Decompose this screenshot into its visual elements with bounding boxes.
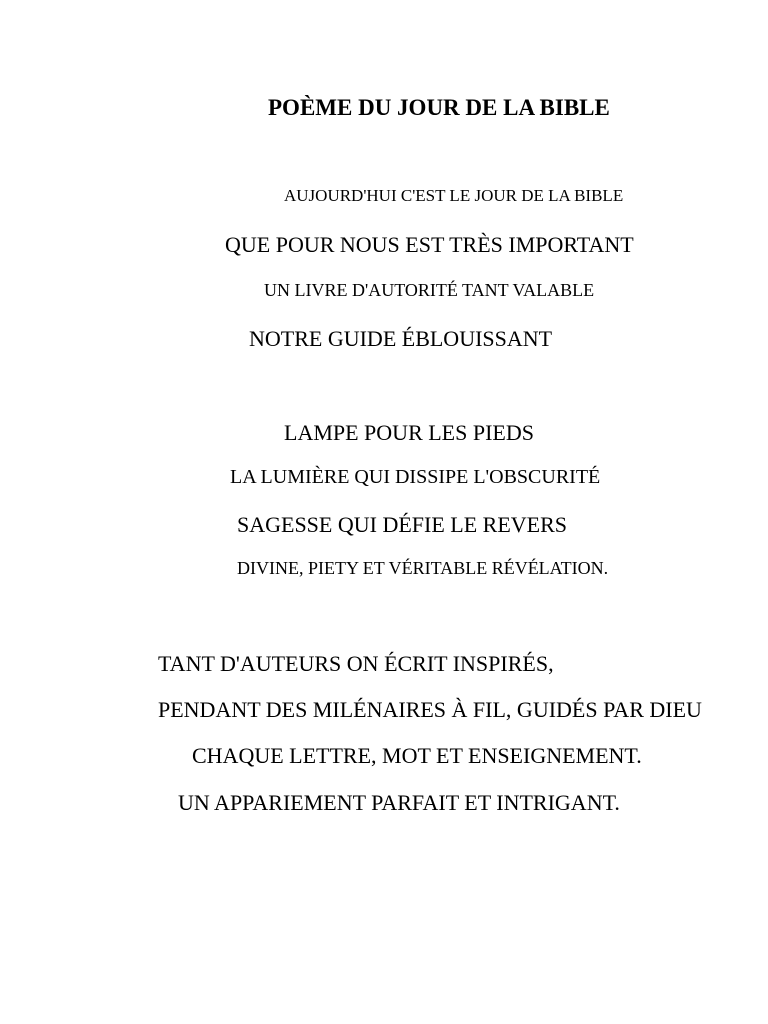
poem-line: LAMPE POUR LES PIEDS xyxy=(284,420,534,445)
poem-line: UN LIVRE D'AUTORITÉ TANT VALABLE xyxy=(264,280,595,300)
poem-line: SAGESSE QUI DÉFIE LE REVERS xyxy=(237,512,568,537)
poem-line: PENDANT DES MILÉNAIRES À FIL, GUIDÉS PAR DIEU xyxy=(158,697,702,722)
poem-title: POÈME DU JOUR DE LA BIBLE xyxy=(268,95,610,120)
poem-line: DIVINE, PIETY ET VÉRITABLE RÉVÉLATION. xyxy=(237,558,609,578)
poem-line: UN APPARIEMENT PARFAIT ET INTRIGANT. xyxy=(178,790,620,815)
poem-line: LA LUMIÈRE QUI DISSIPE L'OBSCURITÉ xyxy=(230,466,601,488)
poem-line: NOTRE GUIDE ÉBLOUISSANT xyxy=(249,326,553,351)
poem-line: TANT D'AUTEURS ON ÉCRIT INSPIRÉS, xyxy=(158,651,554,676)
poem-line: QUE POUR NOUS EST TRÈS IMPORTANT xyxy=(225,232,634,257)
poem-line: CHAQUE LETTRE, MOT ET ENSEIGNEMENT. xyxy=(192,743,642,768)
poem-line: AUJOURD'HUI C'EST LE JOUR DE LA BIBLE xyxy=(284,186,624,205)
